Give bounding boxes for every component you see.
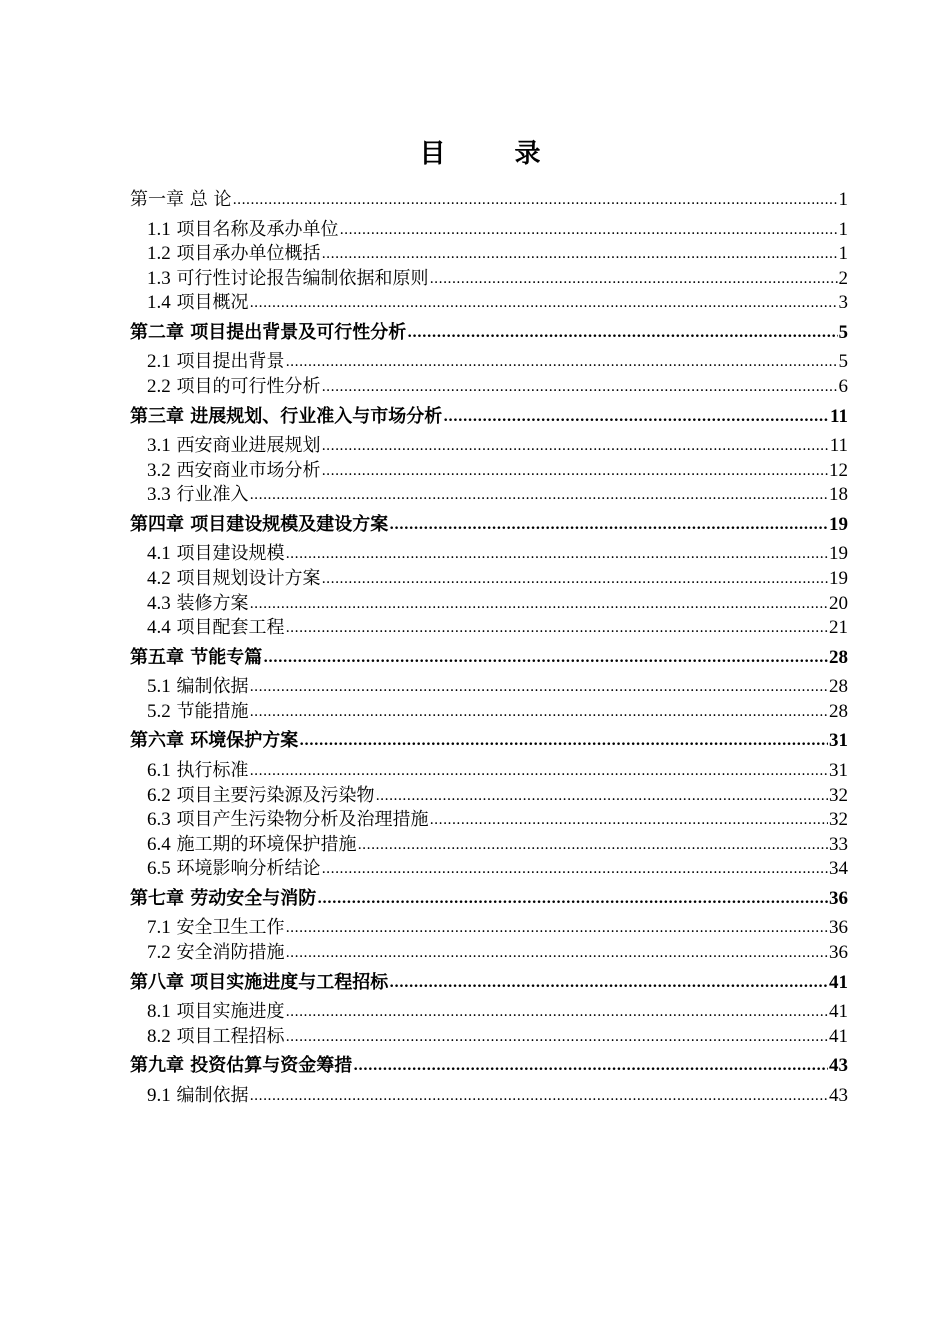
toc-entry-label xyxy=(147,350,284,375)
toc-page-number: 43 xyxy=(829,1084,848,1106)
toc-entry-label xyxy=(147,218,338,243)
toc-dot-leader xyxy=(299,723,828,759)
toc-section-number: 3.1 xyxy=(147,435,171,457)
toc-section-entry[interactable] xyxy=(130,218,848,243)
toc-entry-label xyxy=(147,675,248,700)
toc-page-number: 28 xyxy=(829,700,848,722)
toc-dot-leader xyxy=(443,399,829,435)
toc-section-number: 8.1 xyxy=(147,1001,171,1023)
toc-section-title: 项目规划设计方案 xyxy=(176,567,321,589)
toc-page-number: 11 xyxy=(829,435,848,457)
toc-section-title: 项目承办单位概括 xyxy=(176,243,321,265)
toc-section-title: 项目概况 xyxy=(176,292,249,314)
toc-section-title: 执行标准 xyxy=(176,759,249,781)
toc-entry-label: 第五章 节能专篇 xyxy=(130,646,263,668)
toc-page-number: 1 xyxy=(838,189,848,210)
toc-section-entry[interactable] xyxy=(130,941,848,966)
toc-dot-leader xyxy=(249,699,828,725)
toc-entry-label xyxy=(147,567,320,592)
toc-dot-leader xyxy=(285,999,828,1025)
toc-entry-label: 第一章 总 论 xyxy=(130,189,232,210)
toc-entry-label: 第八章 项目实施进度与工程招标 xyxy=(130,971,389,993)
toc-page-number: 19 xyxy=(829,567,848,589)
toc-dot-leader xyxy=(285,915,828,941)
toc-dot-leader xyxy=(249,290,837,316)
toc-entry-label: 第九章 投资估算与资金筹措 xyxy=(130,1055,353,1077)
toc-dot-leader xyxy=(389,965,828,1001)
toc-section-title: 项目主要污染源及污染物 xyxy=(176,784,375,806)
toc-section-title: 施工期的环境保护措施 xyxy=(176,833,357,855)
toc-section-title: 可行性讨论报告编制依据和原则 xyxy=(176,267,429,289)
toc-section-entry[interactable] xyxy=(130,291,848,316)
toc-chapter-entry[interactable] xyxy=(130,882,848,917)
toc-entry-label xyxy=(147,434,320,459)
toc-entry-label xyxy=(147,483,248,508)
toc-dot-leader xyxy=(353,1048,828,1084)
toc-section-entry[interactable] xyxy=(130,759,848,784)
toc-dot-leader xyxy=(249,758,828,784)
toc-section-number: 8.2 xyxy=(147,1025,171,1047)
toc-dot-leader xyxy=(249,674,828,700)
toc-section-entry[interactable] xyxy=(130,675,848,700)
toc-page-number: 5 xyxy=(838,351,848,373)
toc-page-number: 31 xyxy=(829,730,848,752)
toc-page-number: 28 xyxy=(829,646,848,668)
toc-section-entry[interactable] xyxy=(130,242,848,267)
toc-section-entry[interactable] xyxy=(130,459,848,484)
toc-dot-leader xyxy=(321,566,828,592)
toc-entry-label: 第四章 项目建设规模及建设方案 xyxy=(130,513,389,535)
toc-page-number: 31 xyxy=(829,759,848,781)
toc-page-number: 36 xyxy=(829,917,848,939)
toc-section-number: 3.2 xyxy=(147,459,171,481)
toc-section-title: 项目的可行性分析 xyxy=(176,375,321,397)
toc-section-entry[interactable] xyxy=(130,267,848,292)
toc-section-number: 1.3 xyxy=(147,267,171,289)
toc-page-number: 20 xyxy=(829,592,848,614)
toc-section-number: 6.3 xyxy=(147,809,171,831)
toc-dot-leader xyxy=(232,182,837,218)
toc-section-number: 7.2 xyxy=(147,941,171,963)
toc-page-number: 32 xyxy=(829,809,848,831)
toc-dot-leader xyxy=(407,315,837,351)
toc-dot-leader xyxy=(263,640,828,676)
toc-page-number: 33 xyxy=(829,833,848,855)
toc-dot-leader xyxy=(285,1024,828,1050)
toc-dot-leader xyxy=(321,458,828,484)
toc-section-title: 项目配套工程 xyxy=(176,617,285,639)
toc-entry-label xyxy=(147,916,284,941)
toc-section-title: 节能措施 xyxy=(176,700,249,722)
toc-dot-leader xyxy=(285,940,828,966)
toc-entry-label: 第七章 劳动安全与消防 xyxy=(130,887,317,909)
toc-section-entry[interactable] xyxy=(130,916,848,941)
toc-section-entry[interactable] xyxy=(130,833,848,858)
toc-section-number: 3.3 xyxy=(147,484,171,506)
toc-section-number: 6.4 xyxy=(147,833,171,855)
toc-section-entry[interactable] xyxy=(130,350,848,375)
toc-dot-leader xyxy=(249,1083,828,1109)
toc-section-number: 4.1 xyxy=(147,543,171,565)
toc-chapter-entry[interactable] xyxy=(130,400,848,435)
toc-section-number: 4.3 xyxy=(147,592,171,614)
toc-dot-leader xyxy=(321,433,828,459)
toc-page-number: 21 xyxy=(829,617,848,639)
toc-entry-label xyxy=(147,542,284,567)
toc-section-number: 6.5 xyxy=(147,858,171,880)
toc-entry-label xyxy=(147,759,248,784)
toc-dot-leader xyxy=(317,881,828,917)
toc-section-entry[interactable] xyxy=(130,808,848,833)
toc-dot-leader xyxy=(357,832,828,858)
toc-section-entry[interactable] xyxy=(130,375,848,400)
toc-section-entry[interactable] xyxy=(130,784,848,809)
toc-page-number: 1 xyxy=(838,243,848,265)
toc-section-number: 4.2 xyxy=(147,567,171,589)
toc-entry-label xyxy=(147,616,284,641)
toc-page-number: 41 xyxy=(829,1025,848,1047)
table-of-contents xyxy=(130,183,848,1108)
toc-section-title: 装修方案 xyxy=(176,592,249,614)
toc-section-number: 2.2 xyxy=(147,375,171,397)
toc-entry-label xyxy=(147,941,284,966)
toc-page-number: 43 xyxy=(829,1055,848,1077)
toc-section-title: 项目实施进度 xyxy=(176,1001,285,1023)
toc-section-number: 6.1 xyxy=(147,759,171,781)
toc-page-number: 36 xyxy=(829,887,848,909)
toc-entry-label xyxy=(147,291,248,316)
toc-section-number: 7.1 xyxy=(147,917,171,939)
toc-section-title: 西安商业市场分析 xyxy=(176,459,321,481)
toc-dot-leader xyxy=(285,615,828,641)
toc-section-number: 1.1 xyxy=(147,218,171,240)
toc-chapter-entry[interactable] xyxy=(130,1049,848,1084)
toc-section-title: 安全卫生工作 xyxy=(176,917,285,939)
toc-section-title: 环境影响分析结论 xyxy=(176,858,321,880)
toc-section-entry[interactable] xyxy=(130,700,848,725)
toc-section-number: 1.2 xyxy=(147,243,171,265)
toc-section-number: 4.4 xyxy=(147,617,171,639)
toc-section-entry[interactable] xyxy=(130,567,848,592)
toc-page-number: 6 xyxy=(838,375,848,397)
toc-page-number: 41 xyxy=(829,1001,848,1023)
toc-dot-leader xyxy=(429,266,837,292)
toc-section-number: 2.1 xyxy=(147,351,171,373)
toc-dot-leader xyxy=(321,241,837,267)
toc-entry-label xyxy=(147,833,356,858)
toc-page-number: 32 xyxy=(829,784,848,806)
toc-entry-label xyxy=(147,1084,248,1109)
toc-section-title: 行业准入 xyxy=(176,484,249,506)
toc-entry-label xyxy=(147,592,248,617)
toc-page-number: 28 xyxy=(829,676,848,698)
toc-section-entry[interactable] xyxy=(130,483,848,508)
toc-entry-label: 第六章 环境保护方案 xyxy=(130,730,299,752)
toc-section-number: 5.2 xyxy=(147,700,171,722)
toc-section-entry[interactable] xyxy=(130,1084,848,1109)
toc-entry-label xyxy=(147,375,320,400)
toc-dot-leader xyxy=(339,217,837,243)
toc-dot-leader xyxy=(285,349,837,375)
toc-section-title: 项目建设规模 xyxy=(176,543,285,565)
toc-chapter-entry[interactable] xyxy=(130,724,848,759)
toc-section-entry[interactable] xyxy=(130,592,848,617)
toc-section-title: 项目工程招标 xyxy=(176,1025,285,1047)
toc-section-entry[interactable] xyxy=(130,857,848,882)
toc-entry-label xyxy=(147,1025,284,1050)
toc-section-title: 编制依据 xyxy=(176,676,249,698)
toc-section-title: 项目提出背景 xyxy=(176,351,285,373)
toc-dot-leader xyxy=(321,374,837,400)
toc-dot-leader xyxy=(429,807,828,833)
toc-chapter-entry[interactable] xyxy=(130,183,848,218)
toc-chapter-entry[interactable] xyxy=(130,641,848,676)
toc-section-number: 1.4 xyxy=(147,292,171,314)
toc-entry-label xyxy=(147,1000,284,1025)
toc-page-number: 19 xyxy=(829,543,848,565)
toc-page-number: 11 xyxy=(830,405,848,427)
toc-entry-label xyxy=(147,857,320,882)
toc-entry-label xyxy=(147,242,320,267)
toc-section-title: 项目产生污染物分析及治理措施 xyxy=(176,809,429,831)
toc-entry-label xyxy=(147,459,320,484)
toc-page-number: 2 xyxy=(838,267,848,289)
toc-chapter-entry[interactable] xyxy=(130,966,848,1001)
toc-page-number: 41 xyxy=(829,971,848,993)
toc-entry-label: 第三章 进展规划、行业准入与市场分析 xyxy=(130,405,443,427)
toc-section-entry[interactable] xyxy=(130,616,848,641)
toc-section-entry[interactable] xyxy=(130,1025,848,1050)
toc-section-entry[interactable] xyxy=(130,1000,848,1025)
toc-chapter-entry[interactable] xyxy=(130,316,848,351)
toc-section-title: 西安商业进展规划 xyxy=(176,435,321,457)
toc-dot-leader xyxy=(249,591,828,617)
toc-page-number: 12 xyxy=(829,459,848,481)
toc-section-title: 安全消防措施 xyxy=(176,941,285,963)
toc-dot-leader xyxy=(375,783,828,809)
toc-section-entry[interactable] xyxy=(130,542,848,567)
toc-section-entry[interactable] xyxy=(130,434,848,459)
toc-dot-leader xyxy=(321,856,828,882)
toc-page-number: 3 xyxy=(838,292,848,314)
toc-section-number: 6.2 xyxy=(147,784,171,806)
toc-entry-label xyxy=(147,267,428,292)
toc-dot-leader xyxy=(249,482,828,508)
toc-entry-label xyxy=(147,784,374,809)
toc-chapter-entry[interactable] xyxy=(130,508,848,543)
toc-entry-label: 第二章 项目提出背景及可行性分析 xyxy=(130,321,407,343)
toc-page-number: 36 xyxy=(829,941,848,963)
toc-page-number: 34 xyxy=(829,858,848,880)
toc-entry-label xyxy=(147,808,428,833)
toc-section-title: 编制依据 xyxy=(176,1084,249,1106)
toc-page-number: 19 xyxy=(829,513,848,535)
toc-page-number: 18 xyxy=(829,484,848,506)
toc-page-number: 5 xyxy=(838,321,848,343)
toc-page-number: 1 xyxy=(838,218,848,240)
toc-entry-label xyxy=(147,700,248,725)
toc-dot-leader xyxy=(389,507,828,543)
toc-section-number: 5.1 xyxy=(147,676,171,698)
toc-section-number: 9.1 xyxy=(147,1084,171,1106)
toc-title: 目 录 xyxy=(419,139,571,169)
toc-dot-leader xyxy=(285,541,828,567)
toc-section-title: 项目名称及承办单位 xyxy=(176,218,339,240)
